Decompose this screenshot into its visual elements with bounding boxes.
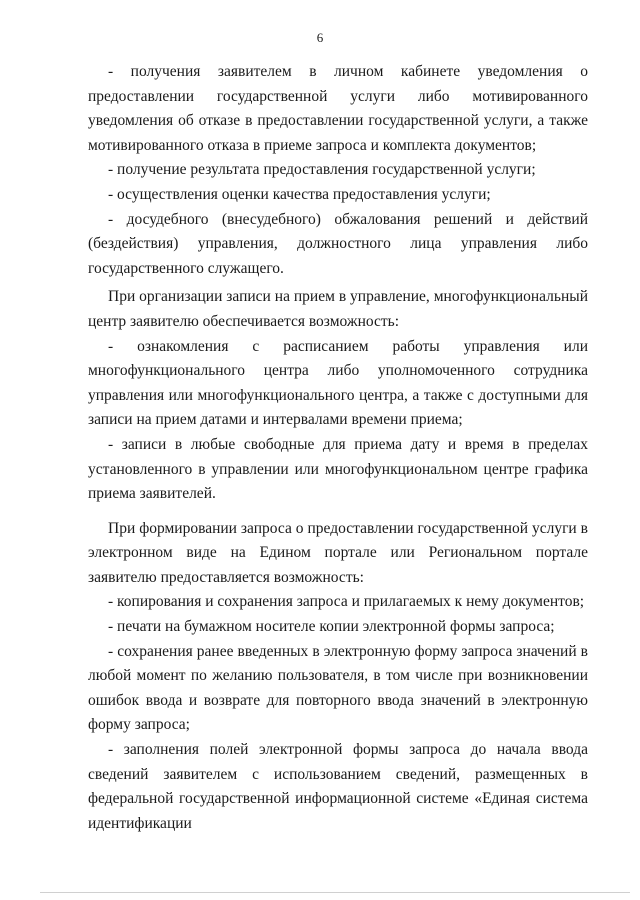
paragraph-appeal: - досудебного (внесудебного) обжалования решений и действий (бездействия) управления, должностного лица управления либо государственного служащего. bbox=[88, 210, 588, 277]
paragraph-result: - получение результата предоставления государственной услуги; bbox=[108, 161, 536, 179]
paragraph-save-values: - сохранения ранее введенных в электронную форму запроса значений в любой момент по желанию пользователя, в том числе при возникновении ошибок ввода и возврате для повторного ввода значений в электронную форму запроса; bbox=[88, 642, 588, 734]
paragraph-quality-assessment: - осуществления оценки качества предоставления услуги; bbox=[108, 185, 491, 203]
paragraph-print: - печати на бумажном носителе копии электронной формы запроса; bbox=[108, 618, 555, 636]
paragraph-notification: - получения заявителем в личном кабинете уведомления о предоставлении государственной услуги либо мотивированного уведомления об отказе в предоставлении государственной услуги, а также мотивированного отказа в приеме запроса и комплекта документов; bbox=[88, 63, 588, 154]
paragraph-booking: - записи в любые свободные для приема дату и время в пределах установленного в управлении или многофункциональном центре графика приема заявителей. bbox=[88, 435, 588, 503]
paragraph-request-intro: При формировании запроса о предоставлении государственной услуги в электронном виде на Едином портале или Региональном портале заявителю предоставляется возможность: bbox=[88, 519, 588, 586]
scan-edge-line bbox=[40, 892, 630, 893]
paragraph-copy-save: - копирования и сохранения запроса и прилагаемых к нему документов; bbox=[108, 593, 585, 611]
paragraph-schedule: - ознакомления с расписанием работы управления или многофункционального центра либо уполномоченного сотрудника управления или многофункционального центра, а также с доступными для записи на прием датами и интервалами времени приема; bbox=[88, 337, 588, 429]
page-number: 6 bbox=[316, 30, 324, 45]
paragraph-fill-fields: - заполнения полей электронной формы запроса до начала ввода сведений заявителем с использованием сведений, размещенных в федеральной государственной информационной системе «Единая система идентификации bbox=[88, 741, 588, 832]
paragraph-appointment-intro: При организации записи на прием в управление, многофункциональный центр заявителю обеспечивается возможность: bbox=[88, 288, 588, 330]
document-body bbox=[88, 60, 588, 836]
